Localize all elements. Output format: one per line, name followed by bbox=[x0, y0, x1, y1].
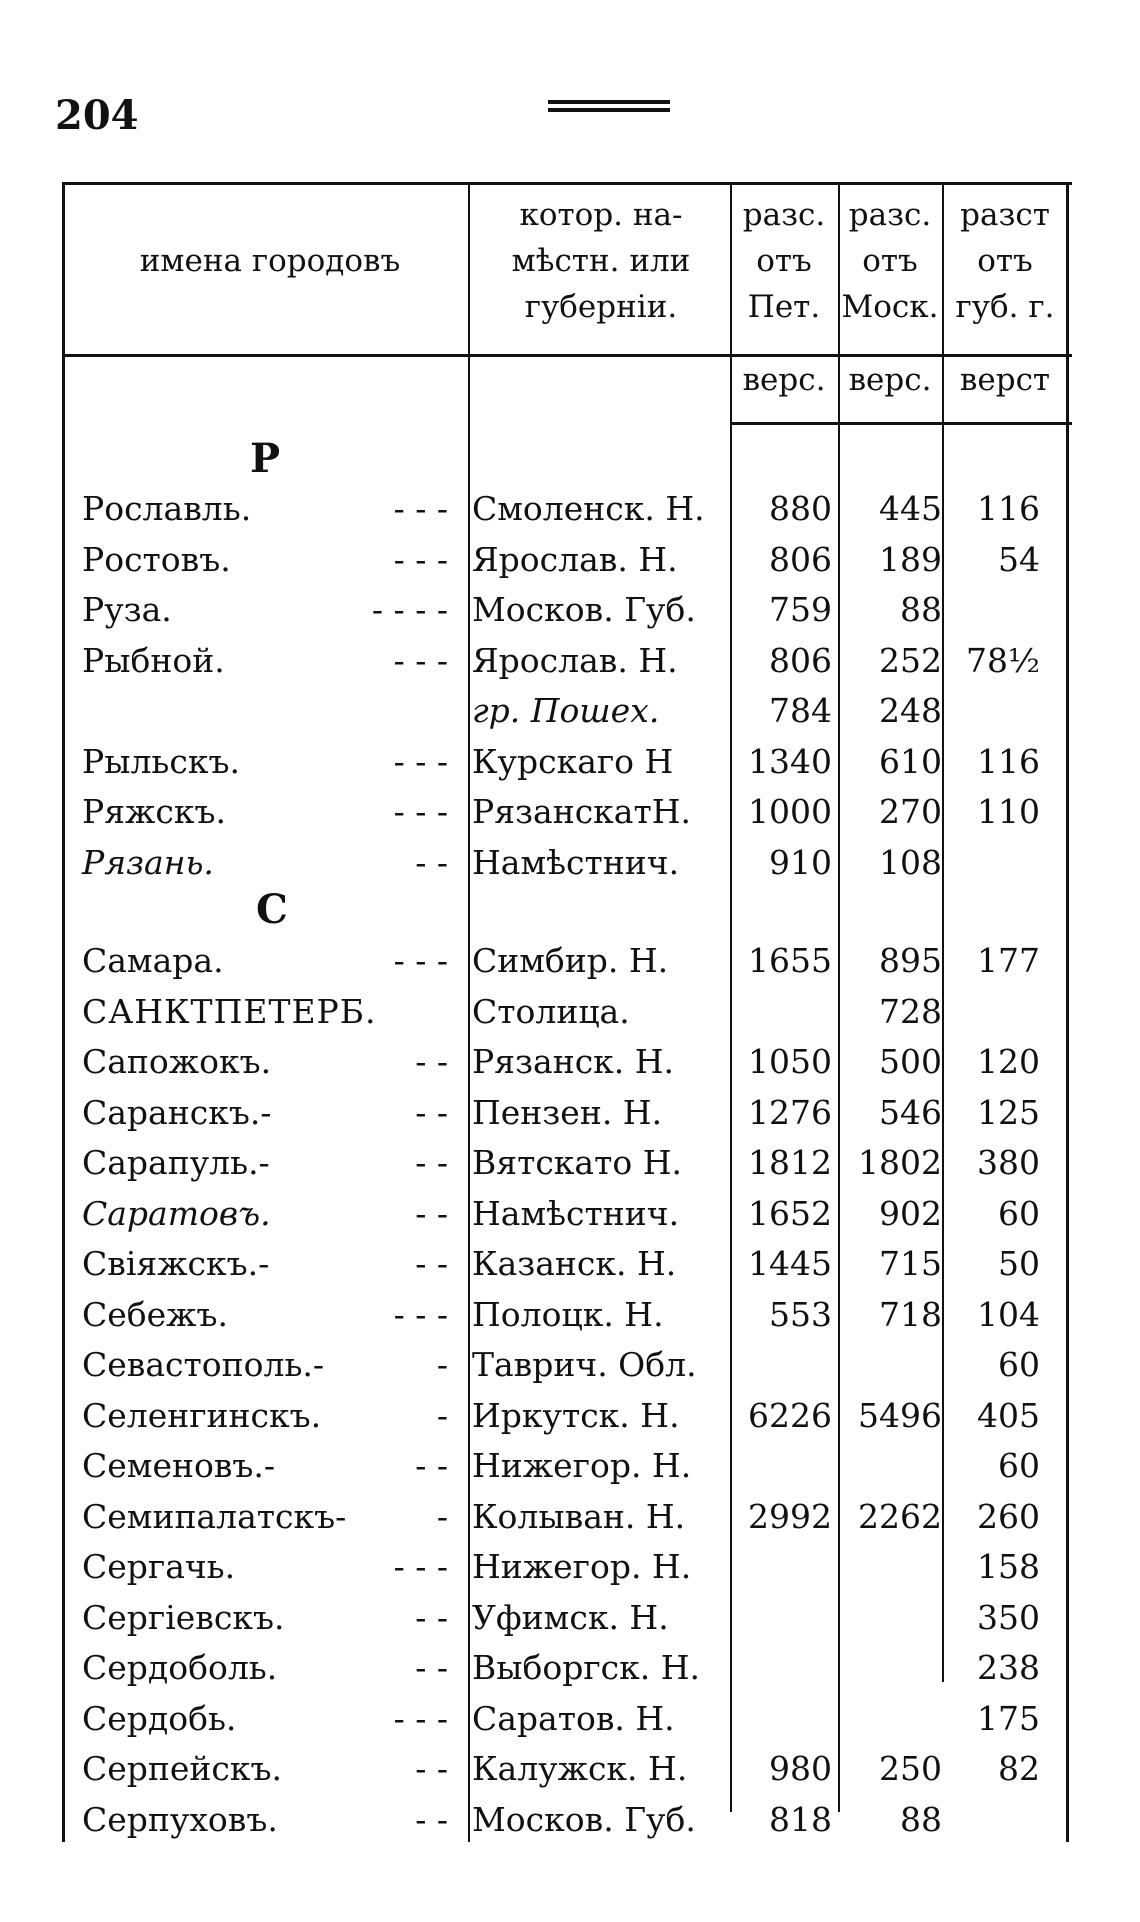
leader-dashes: - - - bbox=[393, 1698, 448, 1738]
distance-petersburg: 806 bbox=[769, 640, 832, 680]
unit-gub: верст bbox=[959, 362, 1051, 398]
governorate: Нижегор. Н. bbox=[472, 1547, 692, 1586]
distance-gubernia: 50 bbox=[998, 1244, 1040, 1283]
leader-dashes: - bbox=[436, 1345, 448, 1384]
header-gov-line-2: мѣстн. или bbox=[511, 243, 691, 279]
distance-gubernia: 116 bbox=[977, 741, 1040, 781]
city-name: САНКТПЕТЕРБ. bbox=[82, 991, 377, 1031]
table-row bbox=[0, 987, 1140, 1037]
city-name: Ряжскъ. bbox=[82, 792, 226, 831]
distance-moscow: 2262 bbox=[858, 1496, 942, 1536]
leader-dashes: - - - bbox=[393, 741, 448, 781]
distance-petersburg: 1655 bbox=[748, 941, 832, 980]
distance-moscow: 108 bbox=[879, 842, 942, 882]
table-row bbox=[0, 1138, 1140, 1188]
table-row bbox=[0, 1037, 1140, 1087]
city-name: Себежъ. bbox=[82, 1294, 229, 1334]
distance-moscow: 445 bbox=[879, 489, 942, 528]
leader-dashes: - - - bbox=[393, 539, 448, 579]
distance-gubernia: 177 bbox=[977, 941, 1040, 980]
table-row bbox=[0, 1643, 1140, 1693]
governorate: Курскаго Н bbox=[472, 741, 674, 781]
header-mosc-line-3: Моск. bbox=[841, 289, 939, 325]
governorate: РязанскатН. bbox=[472, 792, 691, 831]
governorate: Уфимск. Н. bbox=[472, 1597, 669, 1637]
distance-gubernia: 405 bbox=[977, 1395, 1040, 1435]
units-rule bbox=[730, 422, 1072, 425]
city-name: Сергіевскъ. bbox=[82, 1597, 285, 1637]
leader-dashes: - - bbox=[415, 1597, 448, 1637]
city-name: Селенгинскъ. bbox=[82, 1395, 322, 1435]
distance-moscow: 546 bbox=[879, 1092, 942, 1132]
table-row bbox=[0, 1542, 1140, 1592]
header-gub-line-1: разст bbox=[960, 197, 1050, 233]
leader-dashes: - - - bbox=[393, 1547, 448, 1586]
table-row bbox=[0, 1239, 1140, 1289]
governorate: Ярослав. Н. bbox=[472, 640, 678, 680]
header-peter-line-2: отъ bbox=[756, 243, 812, 279]
header-gov-line-1: котор. на- bbox=[519, 197, 683, 233]
leader-dashes: - - - bbox=[393, 1294, 448, 1334]
leader-dashes: - - bbox=[415, 1143, 448, 1182]
governorate: Калужск. Н. bbox=[472, 1749, 688, 1788]
leader-dashes: - - bbox=[415, 1446, 448, 1485]
governorate: Москов. Губ. bbox=[472, 590, 696, 629]
city-name: Рязань. bbox=[82, 842, 214, 882]
header-gub-line-2: отъ bbox=[977, 243, 1033, 279]
distance-petersburg: 980 bbox=[769, 1749, 832, 1788]
distance-gubernia: 116 bbox=[977, 489, 1040, 528]
leader-dashes: - - - bbox=[393, 792, 448, 831]
city-name: Рыльскъ. bbox=[82, 741, 240, 781]
distance-moscow: 189 bbox=[879, 539, 942, 579]
distance-moscow: 248 bbox=[879, 691, 942, 730]
governorate: Пензен. Н. bbox=[472, 1092, 663, 1132]
distance-petersburg: 818 bbox=[769, 1799, 832, 1839]
city-name: Серпуховъ. bbox=[82, 1799, 278, 1839]
table-row bbox=[0, 535, 1140, 585]
header-rule bbox=[62, 354, 1072, 357]
city-name: Руза. bbox=[82, 590, 172, 629]
city-name: Ростовъ. bbox=[82, 539, 231, 579]
governorate: Симбир. Н. bbox=[472, 941, 669, 980]
page-number: 204 bbox=[55, 92, 139, 139]
governorate: Колыван. Н. bbox=[472, 1496, 686, 1536]
governorate: Смоленск. Н. bbox=[472, 489, 705, 528]
section-letter-s: С bbox=[256, 886, 288, 933]
distance-moscow: 500 bbox=[879, 1042, 942, 1081]
distance-gubernia: 120 bbox=[977, 1042, 1040, 1081]
distance-moscow: 1802 bbox=[858, 1143, 942, 1182]
table-row bbox=[0, 1340, 1140, 1390]
distance-petersburg: 880 bbox=[769, 489, 832, 528]
leader-dashes: - - - bbox=[393, 941, 448, 980]
distance-petersburg: 910 bbox=[769, 842, 832, 882]
governorate: Нижегор. Н. bbox=[472, 1446, 692, 1485]
governorate: Ярослав. Н. bbox=[472, 539, 678, 579]
governorate: Намѣстнич. bbox=[472, 1193, 680, 1233]
city-name: Саратовъ. bbox=[82, 1193, 271, 1233]
leader-dashes: - - - - bbox=[371, 590, 448, 629]
header-ornament bbox=[548, 100, 670, 116]
governorate: Москов. Губ. bbox=[472, 1799, 696, 1839]
header-city-label: имена городовъ bbox=[139, 243, 401, 279]
distance-petersburg: 1000 bbox=[748, 792, 832, 831]
unit-mosc: верс. bbox=[848, 362, 932, 398]
section-letter-r: Р bbox=[250, 435, 281, 482]
governorate: Рязанск. Н. bbox=[472, 1042, 675, 1081]
distance-petersburg: 6226 bbox=[748, 1395, 832, 1435]
leader-dashes: - - bbox=[415, 1749, 448, 1788]
distance-petersburg: 553 bbox=[769, 1294, 832, 1334]
header-city bbox=[80, 238, 460, 284]
distance-gubernia: 54 bbox=[998, 539, 1040, 579]
city-name: Рославль. bbox=[82, 489, 252, 528]
distance-moscow: 88 bbox=[900, 590, 942, 629]
distance-petersburg: 1050 bbox=[748, 1042, 832, 1081]
table-row bbox=[0, 1593, 1140, 1643]
distance-moscow: 610 bbox=[879, 741, 942, 781]
table-row bbox=[0, 1088, 1140, 1138]
header-gub bbox=[942, 192, 1068, 330]
distance-petersburg: 806 bbox=[769, 539, 832, 579]
table-row bbox=[0, 636, 1140, 686]
header-gov bbox=[470, 192, 732, 330]
distance-moscow: 728 bbox=[879, 991, 942, 1031]
distance-moscow: 88 bbox=[900, 1799, 942, 1839]
distance-petersburg: 1652 bbox=[748, 1193, 832, 1233]
distance-gubernia: 260 bbox=[977, 1496, 1040, 1536]
header-mosc-line-2: отъ bbox=[862, 243, 918, 279]
distance-gubernia: 60 bbox=[998, 1345, 1040, 1384]
distance-gubernia: 104 bbox=[977, 1294, 1040, 1334]
leader-dashes: - - bbox=[415, 1193, 448, 1233]
header-mosc-line-1: разс. bbox=[848, 197, 932, 233]
leader-dashes: - - bbox=[415, 1244, 448, 1283]
governorate: Казанск. Н. bbox=[472, 1244, 677, 1283]
table-row bbox=[0, 1694, 1140, 1744]
distance-gubernia: 60 bbox=[998, 1446, 1040, 1485]
city-name: Семипалатскъ- bbox=[82, 1496, 347, 1536]
distance-moscow: 902 bbox=[879, 1193, 942, 1233]
city-name: Свіяжскъ.- bbox=[82, 1244, 270, 1283]
governorate: Выборгск. Н. bbox=[472, 1648, 701, 1687]
city-name: Севастополь.- bbox=[82, 1345, 325, 1384]
governorate: Иркутск. Н. bbox=[472, 1395, 680, 1435]
leader-dashes: - - bbox=[415, 842, 448, 882]
distance-moscow: 895 bbox=[879, 941, 942, 980]
table-row bbox=[0, 1189, 1140, 1239]
table-row bbox=[0, 1391, 1140, 1441]
distance-gubernia: 110 bbox=[977, 792, 1040, 831]
governorate: Намѣстнич. bbox=[472, 842, 680, 882]
city-name: Сергачь. bbox=[82, 1547, 236, 1586]
city-name: Рыбной. bbox=[82, 640, 225, 680]
city-name: Сердобь. bbox=[82, 1698, 237, 1738]
table-row bbox=[0, 585, 1140, 635]
header-peter-line-3: Пет. bbox=[747, 289, 821, 325]
distance-moscow: 270 bbox=[879, 792, 942, 831]
table-row bbox=[0, 1795, 1140, 1845]
distance-petersburg: 1445 bbox=[748, 1244, 832, 1283]
unit-peter: верс. bbox=[742, 362, 826, 398]
governorate: Таврич. Обл. bbox=[472, 1345, 697, 1384]
distance-gubernia: 158 bbox=[977, 1547, 1040, 1586]
leader-dashes: - - - bbox=[393, 640, 448, 680]
distance-gubernia: 82 bbox=[998, 1749, 1040, 1788]
table-row bbox=[0, 737, 1140, 787]
distance-moscow: 250 bbox=[879, 1749, 942, 1788]
table-row bbox=[0, 1492, 1140, 1542]
city-name: Семеновъ.- bbox=[82, 1446, 276, 1485]
header-mosc bbox=[838, 192, 942, 330]
distance-gubernia: 60 bbox=[998, 1193, 1040, 1233]
leader-dashes: - - bbox=[415, 1042, 448, 1081]
governorate: Вятскато Н. bbox=[472, 1143, 682, 1182]
header-gub-line-3: губ. г. bbox=[955, 289, 1055, 325]
city-name: Саранскъ.- bbox=[82, 1092, 272, 1132]
header-peter-line-1: разс. bbox=[742, 197, 826, 233]
table-row bbox=[0, 787, 1140, 837]
governorate: Столица. bbox=[472, 991, 630, 1031]
distance-gubernia: 238 bbox=[977, 1648, 1040, 1687]
table-row bbox=[0, 686, 1140, 736]
distance-moscow: 715 bbox=[879, 1244, 942, 1283]
city-name: Сапожокъ. bbox=[82, 1042, 272, 1081]
table-row bbox=[0, 1441, 1140, 1491]
city-name: Серпейскъ. bbox=[82, 1749, 283, 1788]
table-row bbox=[0, 838, 1140, 888]
header-peter bbox=[732, 192, 836, 330]
governorate: гр. Пошех. bbox=[472, 691, 660, 730]
leader-dashes: - - bbox=[415, 1799, 448, 1839]
distance-petersburg: 2992 bbox=[748, 1496, 832, 1536]
distance-moscow: 5496 bbox=[858, 1395, 942, 1435]
top-rule bbox=[62, 182, 1072, 185]
leader-dashes: - bbox=[436, 1395, 448, 1435]
distance-gubernia: 78½ bbox=[966, 640, 1040, 680]
governorate: Саратов. Н. bbox=[472, 1698, 675, 1738]
table-row bbox=[0, 484, 1140, 534]
governorate: Полоцк. Н. bbox=[472, 1294, 664, 1334]
distance-gubernia: 350 bbox=[977, 1597, 1040, 1637]
table-row bbox=[0, 936, 1140, 986]
city-name: Самара. bbox=[82, 941, 224, 980]
city-name: Сердоболь. bbox=[82, 1648, 278, 1687]
leader-dashes: - - bbox=[415, 1092, 448, 1132]
table-row bbox=[0, 1744, 1140, 1794]
leader-dashes: - - - bbox=[393, 489, 448, 528]
distance-petersburg: 1340 bbox=[748, 741, 832, 781]
distance-petersburg: 759 bbox=[769, 590, 832, 629]
distance-petersburg: 784 bbox=[769, 691, 832, 730]
distance-petersburg: 1812 bbox=[748, 1143, 832, 1182]
header-gov-line-3: губерніи. bbox=[524, 289, 678, 325]
leader-dashes: - - bbox=[415, 1648, 448, 1687]
city-name: Сарапуль.- bbox=[82, 1143, 270, 1182]
table-row bbox=[0, 1290, 1140, 1340]
distance-gubernia: 380 bbox=[977, 1143, 1040, 1182]
distance-gubernia: 175 bbox=[977, 1698, 1040, 1738]
distance-moscow: 252 bbox=[879, 640, 942, 680]
leader-dashes: - bbox=[436, 1496, 448, 1536]
distance-gubernia: 125 bbox=[977, 1092, 1040, 1132]
distance-moscow: 718 bbox=[879, 1294, 942, 1334]
distance-petersburg: 1276 bbox=[748, 1092, 832, 1132]
